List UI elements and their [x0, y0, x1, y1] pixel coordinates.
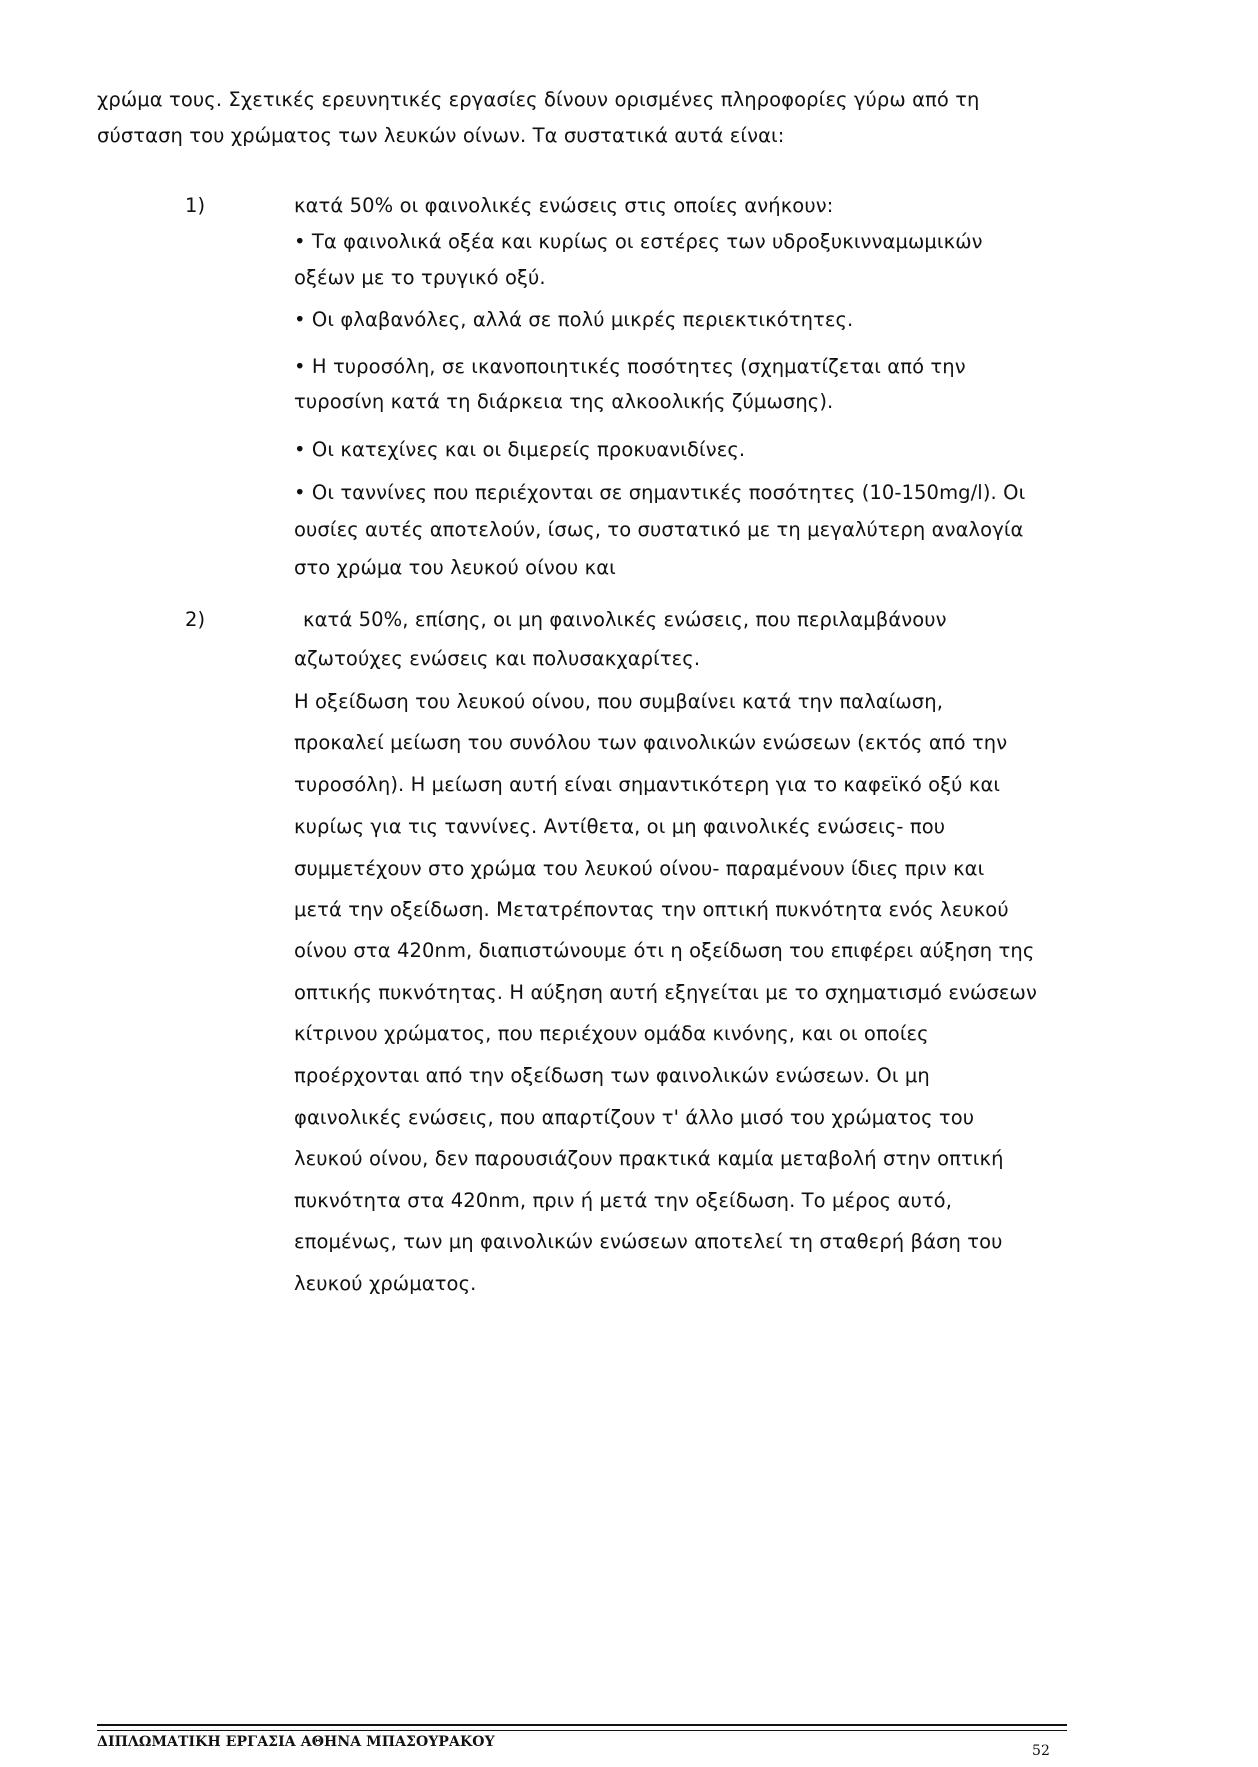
list-number: 1)	[185, 194, 206, 217]
text-line: Η οξείδωση του λευκού οίνου, που συμβαίνει κατά την παλαίωση,	[294, 690, 944, 713]
text-line: κατά 50%, επίσης, οι μη φαινολικές ενώσεις, που περιλαμβάνουν	[303, 608, 947, 631]
text-line: τυροσίνη κατά τη διάρκεια της αλκοολικής ζύμωσης).	[294, 390, 834, 413]
text-line: συμμετέχουν στο χρώμα του λευκού οίνου- παραμένουν ίδιες πριν και	[294, 857, 985, 880]
text-line: προκαλεί μείωση του συνόλου των φαινολικών ενώσεων (εκτός από την	[294, 731, 1008, 754]
text-line: μετά την οξείδωση. Μετατρέποντας την οπτική πυκνότητα ενός λευκού	[294, 898, 1009, 921]
bullet-line: • Οι ταννίνες που περιέχονται σε σημαντικές ποσότητες (10-150mg/l). Οι	[294, 481, 1026, 504]
text-line: προέρχονται από την οξείδωση των φαινολικών ενώσεων. Οι μη	[294, 1064, 930, 1087]
bullet-line: • Τα φαινολικά οξέα και κυρίως οι εστέρες των υδροξυκινναμωμικών	[294, 230, 983, 253]
text-line: κυρίως για τις ταννίνες. Αντίθετα, οι μη φαινολικές ενώσεις- που	[294, 815, 946, 838]
text-line: ουσίες αυτές αποτελούν, ίσως, το συστατικό με τη μεγαλύτερη αναλογία	[294, 518, 1024, 541]
footer-rule	[97, 1730, 1067, 1731]
text-line: λευκού χρώματος.	[294, 1272, 477, 1295]
footer-rule	[97, 1724, 1067, 1726]
text-line: λευκού οίνου, δεν παρουσιάζουν πρακτικά καμία μεταβολή στην οπτική	[294, 1147, 1004, 1170]
text-line: επομένως, των μη φαινολικών ενώσεων αποτελεί τη σταθερή βάση του	[294, 1230, 1003, 1253]
text-line: πυκνότητα στα 420nm, πριν ή μετά την οξείδωση. Το μέρος αυτό,	[294, 1189, 953, 1212]
footer-title: ΔΙΠΛΩΜΑΤΙΚΗ ΕΡΓΑΣΙΑ ΑΘΗΝΑ ΜΠΑΣΟΥΡΑΚΟΥ	[97, 1734, 495, 1750]
text-line: τυροσόλη). Η μείωση αυτή είναι σημαντικότερη για το καφεϊκό οξύ και	[294, 773, 1001, 796]
text-line: κίτρινου χρώματος, που περιέχουν ομάδα κινόνης, και οι οποίες	[294, 1022, 929, 1045]
page-number: 52	[1032, 1743, 1051, 1759]
list-number: 2)	[185, 608, 206, 631]
text-line: σύσταση του χρώματος των λευκών οίνων. Τα συστατικά αυτά είναι:	[97, 124, 785, 147]
text-line: οπτικής πυκνότητας. Η αύξηση αυτή εξηγείται με το σχηματισμό ενώσεων	[294, 981, 1037, 1004]
bullet-line: • Οι φλαβανόλες, αλλά σε πολύ μικρές περιεκτικότητες.	[294, 308, 854, 331]
text-line: οίνου στα 420nm, διαπιστώνουμε ότι η οξείδωση του επιφέρει αύξηση της	[294, 939, 1035, 962]
bullet-line: • Οι κατεχίνες και οι διμερείς προκυανιδίνες.	[294, 438, 746, 461]
text-line: φαινολικές ενώσεις, που απαρτίζουν τ' άλλο μισό του χρώματος του	[294, 1106, 975, 1129]
text-line: αζωτούχες ενώσεις και πολυσακχαρίτες.	[294, 647, 701, 670]
text-line: χρώμα τους. Σχετικές ερευνητικές εργασίες δίνουν ορισμένες πληροφορίες γύρω από τη	[97, 88, 980, 111]
text-line: κατά 50% οι φαινολικές ενώσεις στις οποίες ανήκουν:	[294, 194, 834, 217]
text-line: στο χρώμα του λευκού οίνου και	[294, 556, 616, 579]
bullet-line: • Η τυροσόλη, σε ικανοποιητικές ποσότητες (σχηματίζεται από την	[294, 355, 966, 378]
text-line: οξέων με το τρυγικό οξύ.	[294, 266, 546, 289]
